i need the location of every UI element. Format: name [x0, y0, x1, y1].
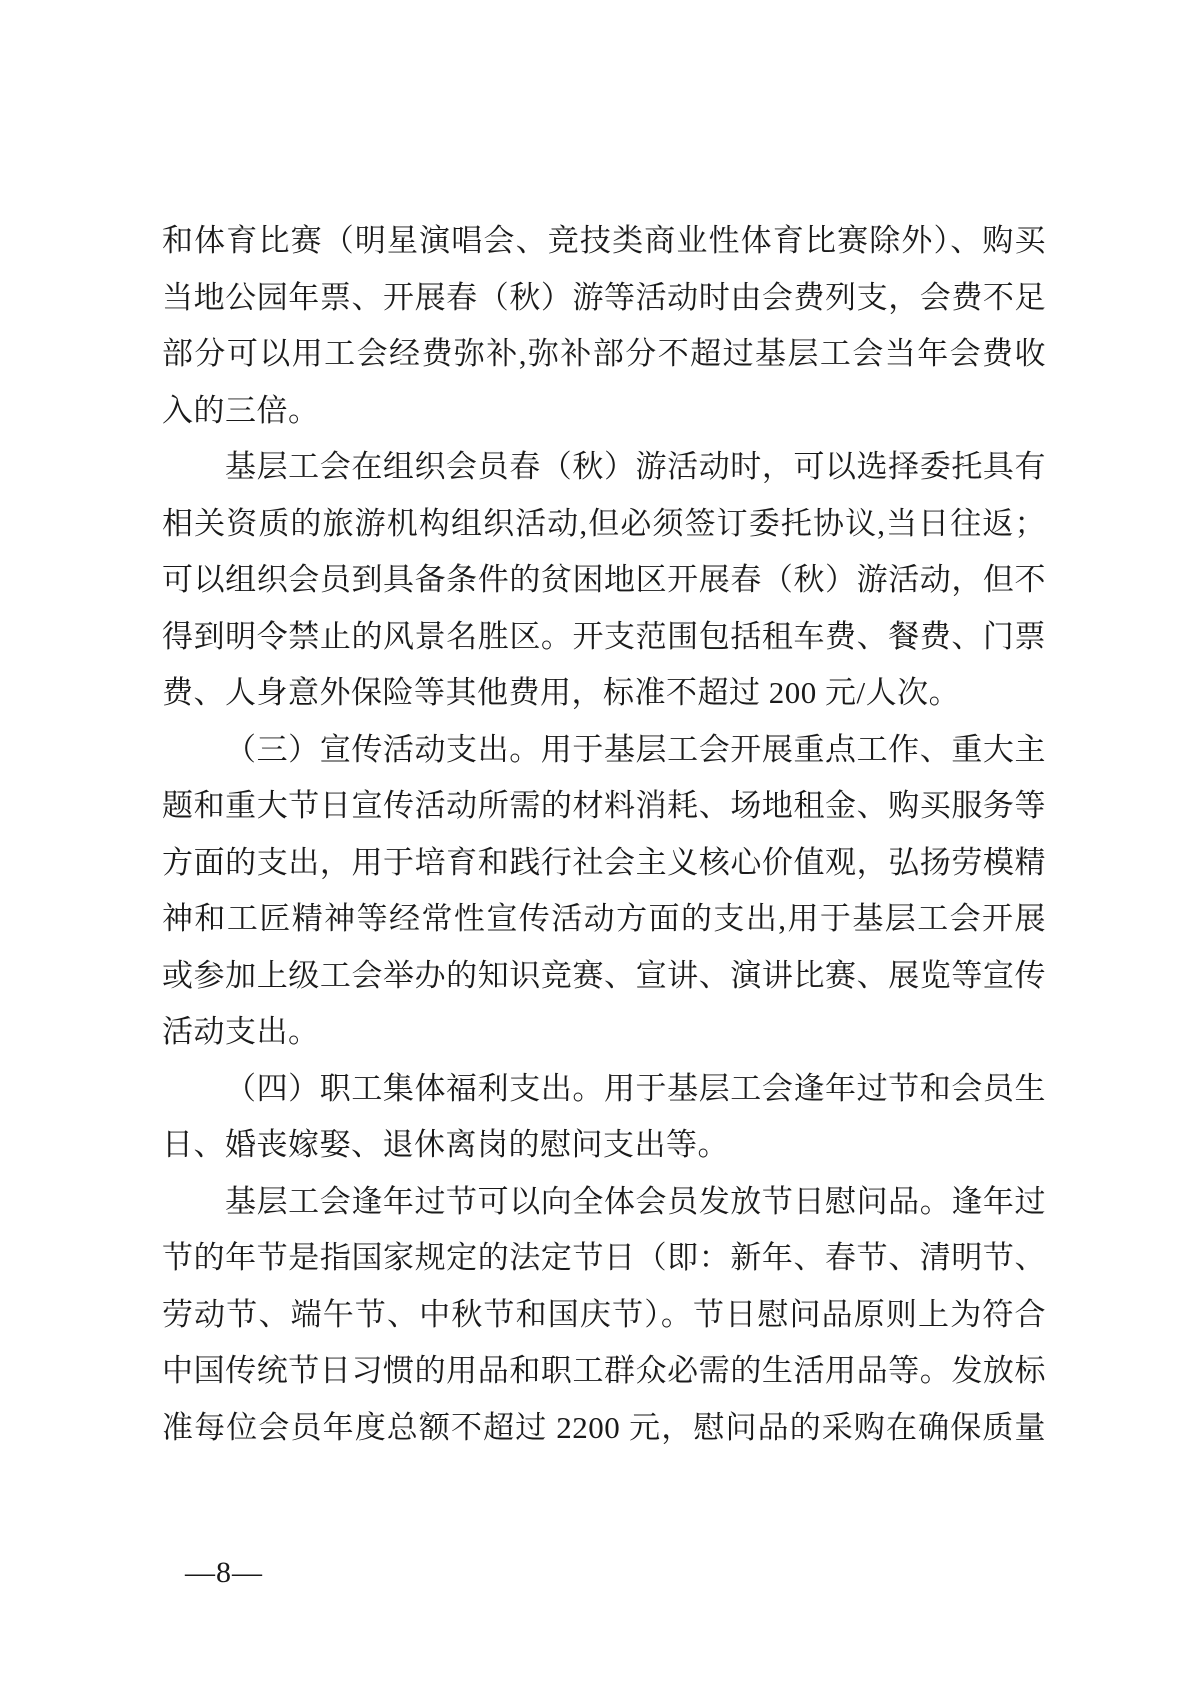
text-line: 劳动节、端午节、中秋节和国庆节）。节日慰问品原则上为符合 [162, 1296, 1046, 1332]
text-line: 节的年节是指国家规定的法定节日（即：新年、春节、清明节、 [162, 1240, 1046, 1275]
text-line: 神和工匠精神等经常性宣传活动方面的支出,用于基层工会开展 [162, 901, 1046, 936]
text-line: （三）宣传活动支出。用于基层工会开展重点工作、重大主 [225, 731, 1046, 767]
text-line: 和体育比赛（明星演唱会、竞技类商业性体育比赛除外）、购买 [162, 223, 1046, 258]
text-line: 方面的支出，用于培育和践行社会主义核心价值观，弘扬劳模精 [162, 844, 1046, 880]
text-line: 费、人身意外保险等其他费用，标准不超过 200 元/人次。 [162, 675, 961, 710]
text-line: 中国传统节日习惯的用品和职工群众必需的生活用品等。发放标 [162, 1353, 1046, 1388]
document-body-text [162, 213, 1046, 1456]
text-line: 相关资质的旅游机构组织活动,但必须签订委托协议,当日往返； [162, 505, 1046, 541]
text-line: 或参加上级工会举办的知识竞赛、宣讲、演讲比赛、展览等宣传 [162, 957, 1046, 993]
text-line: 基层工会在组织会员春（秋）游活动时，可以选择委托具有 [225, 449, 1046, 484]
text-line: 部分可以用工会经费弥补,弥补部分不超过基层工会当年会费收 [162, 336, 1046, 371]
text-line: 当地公园年票、开展春（秋）游等活动时由会费列支，会费不足 [162, 279, 1046, 315]
text-line: 题和重大节日宣传活动所需的材料消耗、场地租金、购买服务等 [162, 788, 1046, 823]
text-line: 得到明令禁止的风景名胜区。开支范围包括租车费、餐费、门票 [162, 618, 1046, 654]
text-line: 日、婚丧嫁娶、退休离岗的慰问支出等。 [162, 1127, 729, 1162]
page-number: —8— [185, 1556, 263, 1589]
text-line: 基层工会逢年过节可以向全体会员发放节日慰问品。逢年过 [225, 1183, 1046, 1219]
text-line: 入的三倍。 [162, 392, 320, 428]
text-line: 准每位会员年度总额不超过 2200 元，慰问品的采购在确保质量 [162, 1409, 1046, 1445]
text-line: 活动支出。 [162, 1014, 320, 1049]
text-line: （四）职工集体福利支出。用于基层工会逢年过节和会员生 [225, 1070, 1046, 1106]
text-line: 可以组织会员到具备条件的贫困地区开展春（秋）游活动，但不 [162, 562, 1046, 597]
